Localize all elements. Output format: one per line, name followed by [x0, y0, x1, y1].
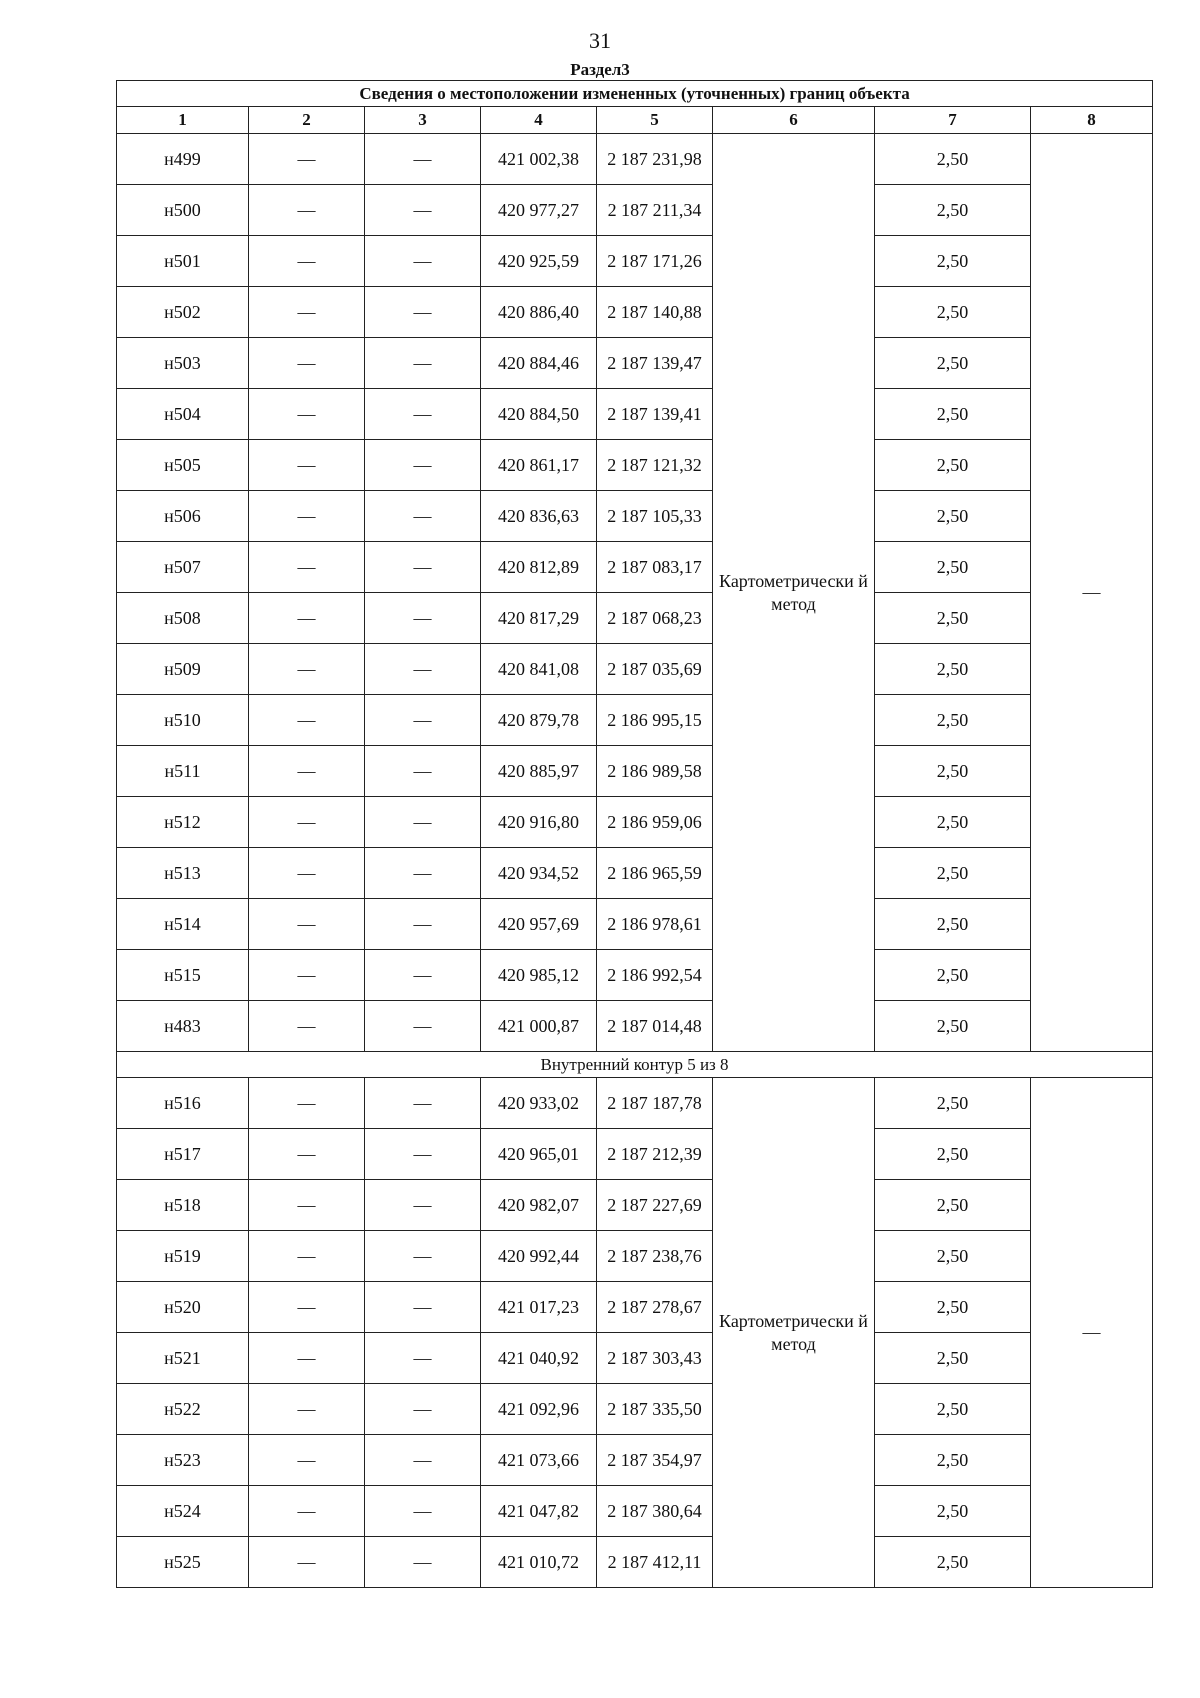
point-name-cell: н500 — [117, 185, 249, 236]
point-name-cell: н503 — [117, 338, 249, 389]
table-row — [117, 1078, 1153, 1129]
point-name-cell: н505 — [117, 440, 249, 491]
accuracy-cell: 2,50 — [875, 848, 1031, 899]
col3-cell: — — [365, 1001, 481, 1052]
column-number: 7 — [875, 107, 1031, 134]
accuracy-cell: 2,50 — [875, 185, 1031, 236]
x-coordinate-cell: 420 916,80 — [481, 797, 597, 848]
col2-cell: — — [249, 1078, 365, 1129]
x-coordinate-cell: 421 092,96 — [481, 1384, 597, 1435]
point-name-cell: н515 — [117, 950, 249, 1001]
x-coordinate-cell: 420 885,97 — [481, 746, 597, 797]
col2-cell: — — [249, 134, 365, 185]
x-coordinate-cell: 421 000,87 — [481, 1001, 597, 1052]
col2-cell: — — [249, 440, 365, 491]
x-coordinate-cell: 420 977,27 — [481, 185, 597, 236]
point-name-cell: н499 — [117, 134, 249, 185]
y-coordinate-cell: 2 187 212,39 — [597, 1129, 713, 1180]
point-name-cell: н511 — [117, 746, 249, 797]
y-coordinate-cell: 2 187 231,98 — [597, 134, 713, 185]
section-label: Раздел3 — [570, 60, 630, 79]
col3-cell: — — [365, 644, 481, 695]
point-name-cell: н513 — [117, 848, 249, 899]
table-row — [117, 1435, 1153, 1486]
x-coordinate-cell: 420 841,08 — [481, 644, 597, 695]
method-cell: Картометрически й метод — [713, 134, 875, 1052]
table-row — [117, 1333, 1153, 1384]
x-coordinate-cell: 421 047,82 — [481, 1486, 597, 1537]
point-name-cell: н502 — [117, 287, 249, 338]
y-coordinate-cell: 2 186 965,59 — [597, 848, 713, 899]
col3-cell: — — [365, 1384, 481, 1435]
col2-cell: — — [249, 797, 365, 848]
x-coordinate-cell: 420 884,46 — [481, 338, 597, 389]
col2-cell: — — [249, 695, 365, 746]
point-name-cell: н519 — [117, 1231, 249, 1282]
y-coordinate-cell: 2 186 978,61 — [597, 899, 713, 950]
table-row — [117, 236, 1153, 287]
y-coordinate-cell: 2 186 992,54 — [597, 950, 713, 1001]
page-number: 31 — [589, 28, 611, 53]
table-row — [117, 185, 1153, 236]
y-coordinate-cell: 2 186 989,58 — [597, 746, 713, 797]
point-name-cell: н506 — [117, 491, 249, 542]
col2-cell: — — [249, 389, 365, 440]
x-coordinate-cell: 420 879,78 — [481, 695, 597, 746]
contour-heading-row — [117, 1052, 1153, 1078]
point-name-cell: н514 — [117, 899, 249, 950]
x-coordinate-cell: 420 965,01 — [481, 1129, 597, 1180]
y-coordinate-cell: 2 187 380,64 — [597, 1486, 713, 1537]
col2-cell: — — [249, 1486, 365, 1537]
point-name-cell: н483 — [117, 1001, 249, 1052]
table-row — [117, 746, 1153, 797]
col2-cell: — — [249, 185, 365, 236]
table-row — [117, 848, 1153, 899]
table-row — [117, 134, 1153, 185]
col3-cell: — — [365, 1333, 481, 1384]
col3-cell: — — [365, 338, 481, 389]
x-coordinate-cell: 421 073,66 — [481, 1435, 597, 1486]
col2-cell: — — [249, 491, 365, 542]
y-coordinate-cell: 2 187 068,23 — [597, 593, 713, 644]
col2-cell: — — [249, 1180, 365, 1231]
point-name-cell: н509 — [117, 644, 249, 695]
table-row — [117, 950, 1153, 1001]
x-coordinate-cell: 421 002,38 — [481, 134, 597, 185]
table-row — [117, 338, 1153, 389]
col2-cell: — — [249, 542, 365, 593]
table-row — [117, 1537, 1153, 1588]
x-coordinate-cell: 420 933,02 — [481, 1078, 597, 1129]
col2-cell: — — [249, 899, 365, 950]
table-row — [117, 1282, 1153, 1333]
x-coordinate-cell: 420 861,17 — [481, 440, 597, 491]
col2-cell: — — [249, 338, 365, 389]
col3-cell: — — [365, 797, 481, 848]
table-row — [117, 491, 1153, 542]
x-coordinate-cell: 420 812,89 — [481, 542, 597, 593]
column-number: 4 — [481, 107, 597, 134]
accuracy-cell: 2,50 — [875, 440, 1031, 491]
col3-cell: — — [365, 848, 481, 899]
accuracy-cell: 2,50 — [875, 1537, 1031, 1588]
col3-cell: — — [365, 1282, 481, 1333]
col2-cell: — — [249, 1333, 365, 1384]
boundary-table — [116, 80, 1153, 1588]
col2-cell: — — [249, 950, 365, 1001]
point-name-cell: н520 — [117, 1282, 249, 1333]
col3-cell: — — [365, 236, 481, 287]
x-coordinate-cell: 421 017,23 — [481, 1282, 597, 1333]
table-row — [117, 389, 1153, 440]
col2-cell: — — [249, 593, 365, 644]
point-name-cell: н512 — [117, 797, 249, 848]
col2-cell: — — [249, 746, 365, 797]
table-row — [117, 593, 1153, 644]
x-coordinate-cell: 420 925,59 — [481, 236, 597, 287]
x-coordinate-cell: 420 982,07 — [481, 1180, 597, 1231]
accuracy-cell: 2,50 — [875, 287, 1031, 338]
accuracy-cell: 2,50 — [875, 236, 1031, 287]
point-name-cell: н508 — [117, 593, 249, 644]
column-number-row — [117, 107, 1153, 134]
x-coordinate-cell: 420 836,63 — [481, 491, 597, 542]
y-coordinate-cell: 2 187 121,32 — [597, 440, 713, 491]
x-coordinate-cell: 420 992,44 — [481, 1231, 597, 1282]
column-number: 1 — [117, 107, 249, 134]
accuracy-cell: 2,50 — [875, 338, 1031, 389]
col3-cell: — — [365, 1435, 481, 1486]
table-caption: Сведения о местоположении измененных (уточненных) границ объекта — [117, 81, 1153, 107]
table-row — [117, 899, 1153, 950]
col3-cell: — — [365, 389, 481, 440]
y-coordinate-cell: 2 187 227,69 — [597, 1180, 713, 1231]
accuracy-cell: 2,50 — [875, 797, 1031, 848]
col3-cell: — — [365, 695, 481, 746]
accuracy-cell: 2,50 — [875, 491, 1031, 542]
table-body — [117, 81, 1153, 1588]
col2-cell: — — [249, 1435, 365, 1486]
y-coordinate-cell: 2 186 995,15 — [597, 695, 713, 746]
table-row — [117, 1486, 1153, 1537]
col3-cell: — — [365, 1537, 481, 1588]
accuracy-cell: 2,50 — [875, 134, 1031, 185]
y-coordinate-cell: 2 187 303,43 — [597, 1333, 713, 1384]
table-row — [117, 1180, 1153, 1231]
col2-cell: — — [249, 1231, 365, 1282]
accuracy-cell: 2,50 — [875, 1180, 1031, 1231]
point-name-cell: н516 — [117, 1078, 249, 1129]
table-row — [117, 1001, 1153, 1052]
y-coordinate-cell: 2 187 278,67 — [597, 1282, 713, 1333]
accuracy-cell: 2,50 — [875, 1333, 1031, 1384]
y-coordinate-cell: 2 187 187,78 — [597, 1078, 713, 1129]
accuracy-cell: 2,50 — [875, 1078, 1031, 1129]
x-coordinate-cell: 420 817,29 — [481, 593, 597, 644]
point-name-cell: н522 — [117, 1384, 249, 1435]
accuracy-cell: 2,50 — [875, 389, 1031, 440]
point-name-cell: н523 — [117, 1435, 249, 1486]
table-row — [117, 644, 1153, 695]
contour-heading: Внутренний контур 5 из 8 — [117, 1052, 1153, 1078]
col3-cell: — — [365, 185, 481, 236]
x-coordinate-cell: 421 010,72 — [481, 1537, 597, 1588]
point-name-cell: н510 — [117, 695, 249, 746]
accuracy-cell: 2,50 — [875, 1231, 1031, 1282]
col3-cell: — — [365, 1180, 481, 1231]
table-row — [117, 1231, 1153, 1282]
col2-cell: — — [249, 1384, 365, 1435]
col8-cell: — — [1031, 134, 1153, 1052]
table-row — [117, 542, 1153, 593]
table-caption-row — [117, 81, 1153, 107]
col3-cell: — — [365, 746, 481, 797]
y-coordinate-cell: 2 186 959,06 — [597, 797, 713, 848]
col3-cell: — — [365, 134, 481, 185]
y-coordinate-cell: 2 187 140,88 — [597, 287, 713, 338]
col2-cell: — — [249, 1001, 365, 1052]
x-coordinate-cell: 420 985,12 — [481, 950, 597, 1001]
x-coordinate-cell: 420 884,50 — [481, 389, 597, 440]
column-number: 2 — [249, 107, 365, 134]
y-coordinate-cell: 2 187 171,26 — [597, 236, 713, 287]
point-name-cell: н507 — [117, 542, 249, 593]
col2-cell: — — [249, 236, 365, 287]
col3-cell: — — [365, 950, 481, 1001]
accuracy-cell: 2,50 — [875, 695, 1031, 746]
col3-cell: — — [365, 1129, 481, 1180]
col3-cell: — — [365, 1486, 481, 1537]
table-row — [117, 695, 1153, 746]
table-row — [117, 797, 1153, 848]
x-coordinate-cell: 420 934,52 — [481, 848, 597, 899]
col2-cell: — — [249, 1537, 365, 1588]
accuracy-cell: 2,50 — [875, 1282, 1031, 1333]
accuracy-cell: 2,50 — [875, 746, 1031, 797]
y-coordinate-cell: 2 187 014,48 — [597, 1001, 713, 1052]
table-row — [117, 440, 1153, 491]
point-name-cell: н518 — [117, 1180, 249, 1231]
col8-cell: — — [1031, 1078, 1153, 1588]
table-row — [117, 1384, 1153, 1435]
y-coordinate-cell: 2 187 083,17 — [597, 542, 713, 593]
col3-cell: — — [365, 593, 481, 644]
x-coordinate-cell: 421 040,92 — [481, 1333, 597, 1384]
column-number: 6 — [713, 107, 875, 134]
col3-cell: — — [365, 899, 481, 950]
col3-cell: — — [365, 542, 481, 593]
y-coordinate-cell: 2 187 105,33 — [597, 491, 713, 542]
col3-cell: — — [365, 1078, 481, 1129]
y-coordinate-cell: 2 187 335,50 — [597, 1384, 713, 1435]
accuracy-cell: 2,50 — [875, 1486, 1031, 1537]
col2-cell: — — [249, 644, 365, 695]
y-coordinate-cell: 2 187 238,76 — [597, 1231, 713, 1282]
y-coordinate-cell: 2 187 412,11 — [597, 1537, 713, 1588]
point-name-cell: н504 — [117, 389, 249, 440]
accuracy-cell: 2,50 — [875, 644, 1031, 695]
accuracy-cell: 2,50 — [875, 593, 1031, 644]
col3-cell: — — [365, 491, 481, 542]
col2-cell: — — [249, 1282, 365, 1333]
point-name-cell: н525 — [117, 1537, 249, 1588]
point-name-cell: н524 — [117, 1486, 249, 1537]
accuracy-cell: 2,50 — [875, 950, 1031, 1001]
point-name-cell: н501 — [117, 236, 249, 287]
y-coordinate-cell: 2 187 139,41 — [597, 389, 713, 440]
y-coordinate-cell: 2 187 354,97 — [597, 1435, 713, 1486]
y-coordinate-cell: 2 187 211,34 — [597, 185, 713, 236]
x-coordinate-cell: 420 886,40 — [481, 287, 597, 338]
y-coordinate-cell: 2 187 035,69 — [597, 644, 713, 695]
accuracy-cell: 2,50 — [875, 542, 1031, 593]
col3-cell: — — [365, 287, 481, 338]
accuracy-cell: 2,50 — [875, 1129, 1031, 1180]
table-row — [117, 287, 1153, 338]
x-coordinate-cell: 420 957,69 — [481, 899, 597, 950]
y-coordinate-cell: 2 187 139,47 — [597, 338, 713, 389]
column-number: 5 — [597, 107, 713, 134]
column-number: 3 — [365, 107, 481, 134]
column-number: 8 — [1031, 107, 1153, 134]
point-name-cell: н521 — [117, 1333, 249, 1384]
accuracy-cell: 2,50 — [875, 1001, 1031, 1052]
accuracy-cell: 2,50 — [875, 1435, 1031, 1486]
method-cell: Картометрически й метод — [713, 1078, 875, 1588]
col2-cell: — — [249, 287, 365, 338]
col3-cell: — — [365, 1231, 481, 1282]
accuracy-cell: 2,50 — [875, 899, 1031, 950]
col2-cell: — — [249, 848, 365, 899]
accuracy-cell: 2,50 — [875, 1384, 1031, 1435]
table-row — [117, 1129, 1153, 1180]
col2-cell: — — [249, 1129, 365, 1180]
point-name-cell: н517 — [117, 1129, 249, 1180]
col3-cell: — — [365, 440, 481, 491]
